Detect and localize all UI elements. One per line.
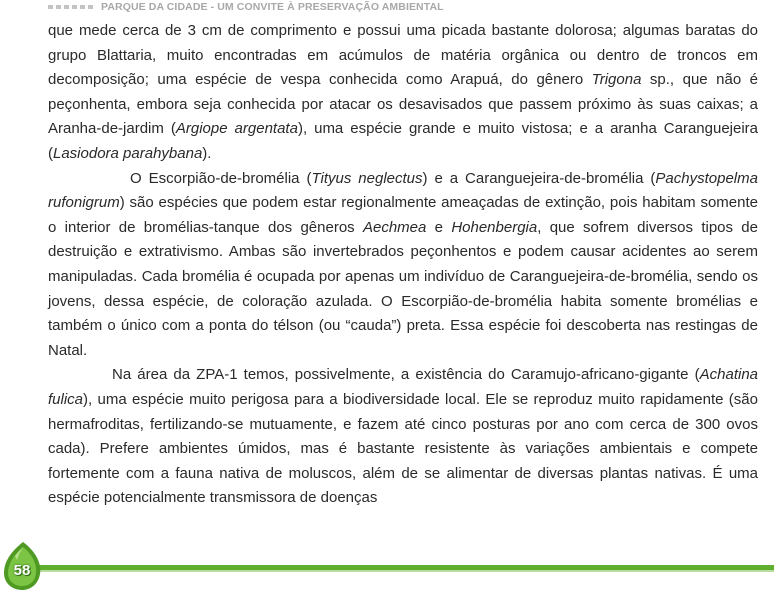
paragraph-2-italic-2: Pachystopelma rufonigrum: [48, 169, 758, 212]
header-dashes-decoration: [48, 5, 94, 9]
running-header: [0, 0, 780, 18]
paragraph-2: [48, 167, 758, 364]
paragraph-3-italic-1: Achatina fulica: [48, 366, 758, 408]
page-number: 58: [13, 562, 31, 579]
paragraph-2-text-5: , que sofrem diversos tipos de destruição e extrativismo. Ambas são invertebrados peçonhentos e podem causar acidentes ao serem manipuladas. Cada bromélia é ocupada por apenas um indivíduo de Caranguejeira-de-bromélia, sendo os jovens, dessa espécie, de coloração azulada. O Escorpião-de-bromélia habita somente bromélias e também o único com a ponta do télson (ou “cauda”) preta. Essa espécie foi descoberta nas restingas de Natal.: [48, 218, 758, 359]
paragraph-2-italic-4: Hohenbergia: [451, 218, 538, 236]
paragraph-1-italic-3: Lasiodora parahybana: [53, 144, 203, 162]
paragraph-2-text-2: ) e a Caranguejeira-de-bromélia (: [422, 169, 656, 187]
paragraph-3: [48, 363, 758, 511]
paragraph-2-text-1: O Escorpião-de-bromélia (: [130, 169, 312, 187]
paragraph-2-text-4: e: [426, 218, 452, 236]
paragraph-1-italic-1: Trigona: [591, 71, 642, 89]
paragraph-3-text-2: ), uma espécie muito perigosa para a biodiversidade local. Ele se reproduz muito rapidamente (são hermafroditas, fertilizando-se mutuamente, e fazem até cinco posturas por ano com cerca de 300 ovos cada). Prefere ambientes úmidos, mas é bastante resistente às variações ambientais e compete fortemente com a fauna nativa de moluscos, além de se alimentar de diversas plantas nativas. É uma espécie potencialmente transmissora de doenças: [48, 390, 758, 507]
paragraph-3-text-1: Na área da ZPA-1 temos, possivelmente, a existência do Caramujo-africano-gigante (: [112, 366, 700, 384]
header-title: PARQUE DA CIDADE - UM CONVITE À PRESERVAÇÃO AMBIENTAL: [101, 1, 444, 13]
paragraph-1-italic-2: Argiope argentata: [175, 120, 298, 138]
paragraph-1-text-4: ).: [202, 144, 212, 162]
paragraph-1-text-1: que mede cerca de 3 cm de comprimento e possui uma picada bastante dolorosa; algumas baratas do grupo Blattaria, muito encontradas em acúmulos de matéria orgânica ou dentro de troncos em decomposição; uma espécie de vespa conhecida como Arapuá, do gênero: [48, 22, 758, 89]
paragraph-2-italic-1: Tityus neglectus: [311, 169, 423, 187]
paragraph-2-text-3: ) são espécies que podem estar regionalmente ameaçadas de extinção, pois habitam somente o interior de bromélias-tanque dos gêneros: [48, 194, 758, 236]
footer-rule-shadow: [34, 570, 774, 572]
paragraph-1-text-3: ), uma espécie grande e muito vistosa; e a aranha Caranguejeira (: [48, 120, 759, 162]
page-body: [48, 19, 758, 511]
paragraph-2-italic-3: Aechmea: [362, 218, 427, 236]
paragraph-1-text-2: sp., que não é peçonhenta, embora seja conhecida por atacar os desavisados que passem próximo às suas caixas; a Aranha-de-jardim (: [48, 71, 758, 138]
paragraph-1: [48, 19, 758, 167]
